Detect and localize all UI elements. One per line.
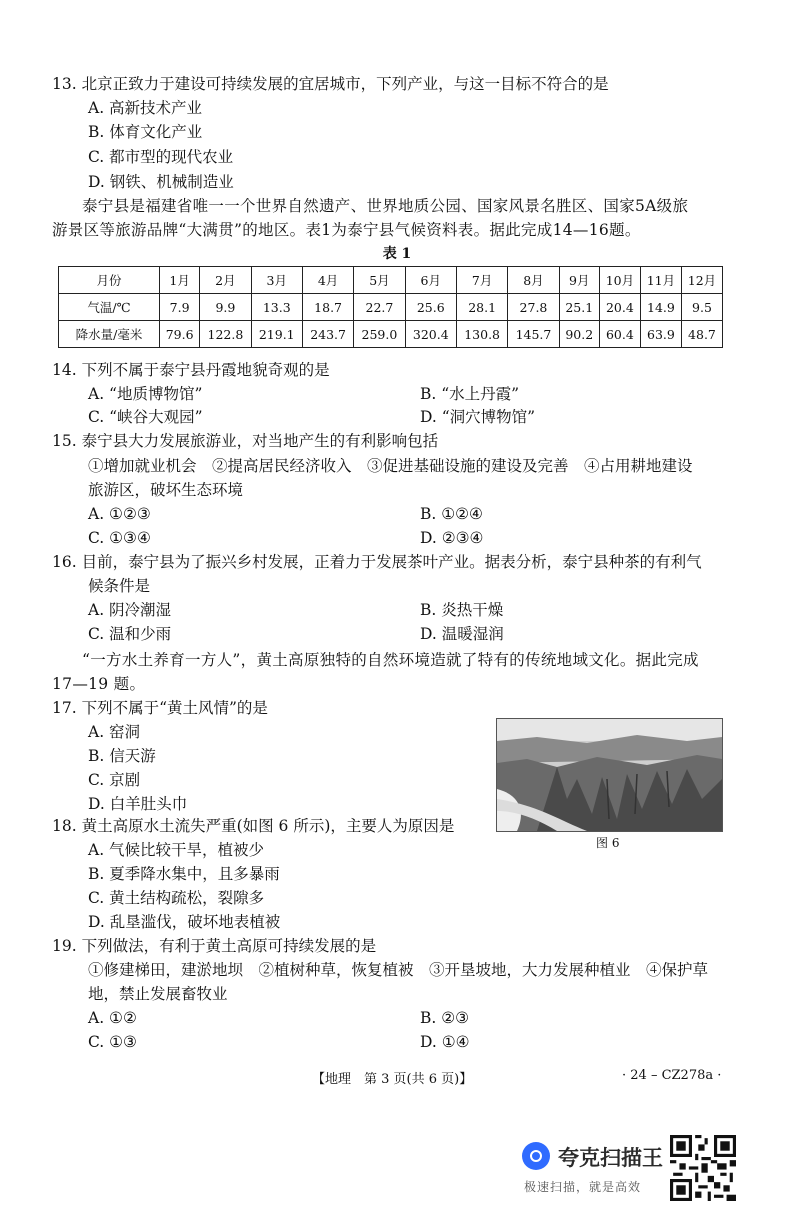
q15-option-a: A. ①②③	[88, 505, 151, 523]
table-cell: 11月	[640, 267, 681, 294]
q19-option-d: D. ①④	[420, 1033, 470, 1051]
table-caption: 表 1	[382, 246, 412, 262]
intro2-line2: 17—19 题。	[52, 675, 146, 693]
q15-option-b: B. ①②④	[420, 505, 483, 523]
table-cell: 130.8	[456, 321, 507, 348]
q19-option-c: C. ①③	[88, 1033, 137, 1051]
table-cell: 320.4	[405, 321, 456, 348]
table-cell: 27.8	[508, 294, 559, 321]
q13-stem: 13. 北京正致力于建设可持续发展的宜居城市，下列产业，与这一目标不符合的是	[52, 75, 609, 93]
q15-statements-line2: 旅游区，破坏生态环境	[88, 481, 244, 499]
q13-option-b: B. 体育文化产业	[88, 123, 203, 141]
table-cell: 219.1	[251, 321, 302, 348]
q17-option-a: A. 窑洞	[88, 723, 141, 741]
q18-stem: 18. 黄土高原水土流失严重(如图 6 所示)，主要人为原因是	[52, 817, 455, 835]
table-cell: 4月	[302, 267, 353, 294]
figure-caption: 图 6	[596, 836, 620, 850]
climate-table	[58, 266, 723, 348]
q16-stem-line2: 候条件是	[88, 577, 151, 595]
quark-logo-icon	[522, 1142, 550, 1170]
intro2-line1: “一方水土养育一方人”，黄土高原独特的自然环境造就了特有的传统地域文化。据此完成	[82, 651, 699, 669]
table-cell: 8月	[508, 267, 559, 294]
table-cell: 月份	[59, 267, 160, 294]
table-cell: 14.9	[640, 294, 681, 321]
q19-statements-line1: ①修建梯田，建淤地坝 ②植树种草，恢复植被 ③开垦坡地，大力发展种植业 ④保护草	[88, 961, 709, 979]
q16-option-a: A. 阴冷潮湿	[88, 601, 172, 619]
intro1-line1: 泰宁县是福建省唯一一个世界自然遗产、世界地质公园、国家风景名胜区、国家5A级旅	[82, 197, 689, 215]
q14-option-c: C. “峡谷大观园”	[88, 408, 203, 426]
table-cell: 63.9	[640, 321, 681, 348]
q18-option-b: B. 夏季降水集中，且多暴雨	[88, 865, 280, 883]
q15-option-c: C. ①③④	[88, 529, 151, 547]
table-cell: 13.3	[251, 294, 302, 321]
intro1-line2: 游景区等旅游品牌“大满贯”的地区。表1为泰宁县气候资料表。据此完成14—16题。	[52, 221, 641, 239]
q16-option-d: D. 温暖湿润	[420, 625, 504, 643]
qr-code-icon	[670, 1135, 736, 1201]
table-cell: 25.6	[405, 294, 456, 321]
table-cell: 10月	[599, 267, 640, 294]
table-cell: 122.8	[200, 321, 251, 348]
table-cell: 60.4	[599, 321, 640, 348]
table-cell: 18.7	[302, 294, 353, 321]
q19-option-a: A. ①②	[88, 1009, 137, 1027]
table-cell: 25.1	[559, 294, 599, 321]
q17-option-d: D. 白羊肚头巾	[88, 795, 188, 813]
table-row-temperature	[59, 294, 723, 321]
q18-option-d: D. 乱垦滥伐，破坏地表植被	[88, 913, 281, 931]
scanner-slogan: 极速扫描，就是高效	[524, 1180, 642, 1194]
q16-stem-line1: 16. 目前，泰宁县为了振兴乡村发展，正着力于发展茶叶产业。据表分析，泰宁县种茶的有利气	[52, 553, 702, 571]
table-cell: 7.9	[160, 294, 200, 321]
table-cell: 20.4	[599, 294, 640, 321]
q16-option-c: C. 温和少雨	[88, 625, 172, 643]
q15-stem: 15. 泰宁县大力发展旅游业，对当地产生的有利影响包括	[52, 432, 439, 450]
table-cell: 6月	[405, 267, 456, 294]
q19-stem: 19. 下列做法，有利于黄土高原可持续发展的是	[52, 937, 377, 955]
q17-stem: 17. 下列不属于“黄土风情”的是	[52, 699, 268, 717]
table-row-precipitation	[59, 321, 723, 348]
scanner-brand-name: 夸克扫描王	[558, 1146, 663, 1170]
q18-option-c: C. 黄土结构疏松，裂隙多	[88, 889, 265, 907]
q13-option-d: D. 钢铁、机械制造业	[88, 173, 234, 191]
page-footer: 【地理 第 3 页(共 6 页)】	[312, 1072, 473, 1087]
q16-option-b: B. 炎热干燥	[420, 601, 504, 619]
table-cell: 22.7	[354, 294, 405, 321]
table-cell: 9.5	[681, 294, 722, 321]
table-cell: 2月	[200, 267, 251, 294]
exam-code: · 24 – CZ278a ·	[622, 1068, 722, 1083]
loess-plateau-photo	[496, 718, 723, 832]
q15-statements-line1: ①增加就业机会 ②提高居民经济收入 ③促进基础设施的建设及完善 ④占用耕地建设	[88, 457, 693, 475]
table-cell: 145.7	[508, 321, 559, 348]
table-row-label: 气温/℃	[59, 294, 160, 321]
table-header-row	[59, 267, 723, 294]
table-cell: 7月	[456, 267, 507, 294]
q19-statements-line2: 地，禁止发展畜牧业	[88, 985, 228, 1003]
q17-option-b: B. 信天游	[88, 747, 156, 765]
table-cell: 9.9	[200, 294, 251, 321]
q17-option-c: C. 京剧	[88, 771, 141, 789]
q18-option-a: A. 气候比较干旱，植被少	[88, 841, 265, 859]
q19-option-b: B. ②③	[420, 1009, 470, 1027]
q14-stem: 14. 下列不属于泰宁县丹霞地貌奇观的是	[52, 361, 330, 379]
table-cell: 28.1	[456, 294, 507, 321]
q15-option-d: D. ②③④	[420, 529, 484, 547]
table-cell: 3月	[251, 267, 302, 294]
table-row-label: 降水量/毫米	[59, 321, 160, 348]
loess-erosion-image	[497, 719, 722, 831]
table-cell: 48.7	[681, 321, 722, 348]
table-cell: 1月	[160, 267, 200, 294]
q14-option-b: B. “水上丹霞”	[420, 385, 520, 403]
table-cell: 9月	[559, 267, 599, 294]
q13-option-c: C. 都市型的现代农业	[88, 148, 234, 166]
table-cell: 79.6	[160, 321, 200, 348]
q14-option-a: A. “地质博物馆”	[88, 385, 203, 403]
table-cell: 90.2	[559, 321, 599, 348]
table-cell: 259.0	[354, 321, 405, 348]
q13-option-a: A. 高新技术产业	[88, 99, 203, 117]
table-cell: 5月	[354, 267, 405, 294]
q14-option-d: D. “洞穴博物馆”	[420, 408, 536, 426]
table-cell: 12月	[681, 267, 722, 294]
table-cell: 243.7	[302, 321, 353, 348]
